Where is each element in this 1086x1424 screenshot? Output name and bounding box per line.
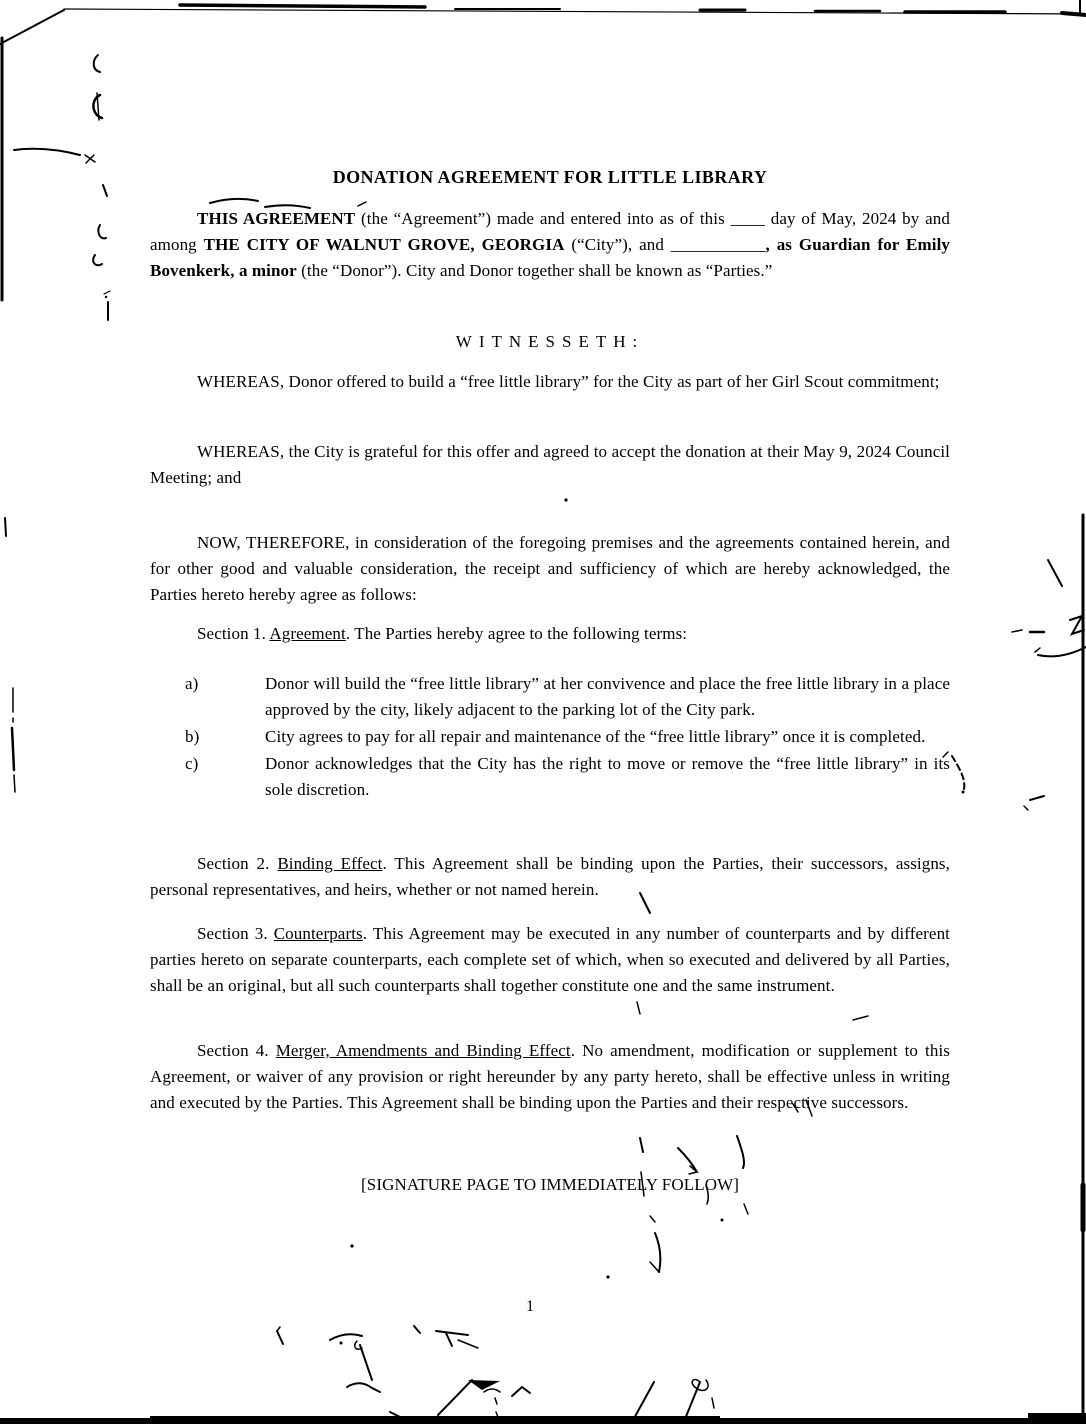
term-text-c: Donor acknowledges that the City has the right to move or remove the “free little library” in its sole discretion. [265,754,950,799]
page-number: 1 [525,1298,535,1315]
section-4-paragraph [150,1038,950,1116]
section-1-rest: . The Parties hereby agree to the following terms: [345,624,688,643]
intro-bold-city-name: THE CITY OF WALNUT GROVE, GEORGIA [203,235,565,254]
section-2-rest: . This Agreement shall be binding upon the Parties, their successors, assigns, personal representatives, and heirs, whether or not named herein. [150,854,950,899]
section-1-heading: Agreement [269,624,346,643]
term-text-a: Donor will build the “free little library” at her convivence and place the free little library in a place approved by the city, likely adjacent to the parking lot of the City park. [265,674,950,719]
whereas-clause-1: WHEREAS, Donor offered to build a “free little library” for the City as part of her Girl Scout commitment; [197,372,940,391]
section-1-prefix: Section 1. [197,624,270,643]
term-item-c [150,751,950,803]
term-item-b [150,724,950,750]
intro-text-2: day of May, 2024 by and among [150,209,950,254]
section-2-paragraph [150,851,950,903]
intro-text-1: (the “Agreement”) made and entered into as of this [355,209,731,228]
witnesseth-heading: WITNESSETH: [455,332,645,351]
section-2-heading: Binding Effect [277,854,383,873]
whereas-clause-2: WHEREAS, the City is grateful for this offer and agreed to accept the donation at their May 9, 2024 Council Meeting; and [150,442,950,487]
terms-list [150,671,950,804]
term-item-a [150,671,950,723]
now-therefore-paragraph: NOW, THEREFORE, in consideration of the foregoing premises and the agreements contained herein, and for other good and valuable consideration, the receipt and sufficiency of which are hereby acknowledged, the Parties hereto hereby agree as follows: [150,533,950,604]
term-text-b: City agrees to pay for all repair and maintenance of the “free little library” once it is completed. [265,727,926,746]
document-title: DONATION AGREEMENT FOR LITTLE LIBRARY [332,167,768,187]
intro-paragraph [150,206,950,284]
section-3-paragraph [150,921,950,999]
term-label-b: b) [185,727,200,746]
blank-day-field: ____ [730,209,765,228]
section-1-heading-line [150,621,950,647]
blank-guardian-name-field: ___________ [670,235,766,254]
section-3-prefix: Section 3. [197,924,274,943]
term-label-c: c) [185,754,199,773]
signature-page-note: [SIGNATURE PAGE TO IMMEDIATELY FOLLOW] [361,1175,739,1194]
term-label-a: a) [185,674,199,693]
section-3-rest: . This Agreement may be executed in any number of counterparts and by different parties hereto on separate counterparts, each complete set of which, when so executed and delivered by all Parties, shall be an original, but all such counterparts shall together constitute one and the same instrument. [150,924,950,995]
section-4-prefix: Section 4. [197,1041,276,1060]
intro-bold-guardian: , as Guardian for Emily Bovenkerk, a minor [150,235,950,280]
intro-text-3: (“City”), and [564,235,671,254]
section-4-heading: Merger, Amendments and Binding Effect [275,1041,571,1060]
section-2-prefix: Section 2. [197,854,278,873]
section-3-heading: Counterparts [273,924,363,943]
section-4-rest: . No amendment, modification or supplement to this Agreement, or waiver of any provision or right hereunder by any party hereto, shall be effective unless in writing and executed by the Parties. This Agreement shall be binding upon the Parties and their respective successors. [150,1041,951,1112]
intro-bold-this-agreement: THIS AGREEMENT [197,209,356,228]
intro-text-4: (the “Donor”). City and Donor together shall be known as “Parties.” [296,261,773,280]
